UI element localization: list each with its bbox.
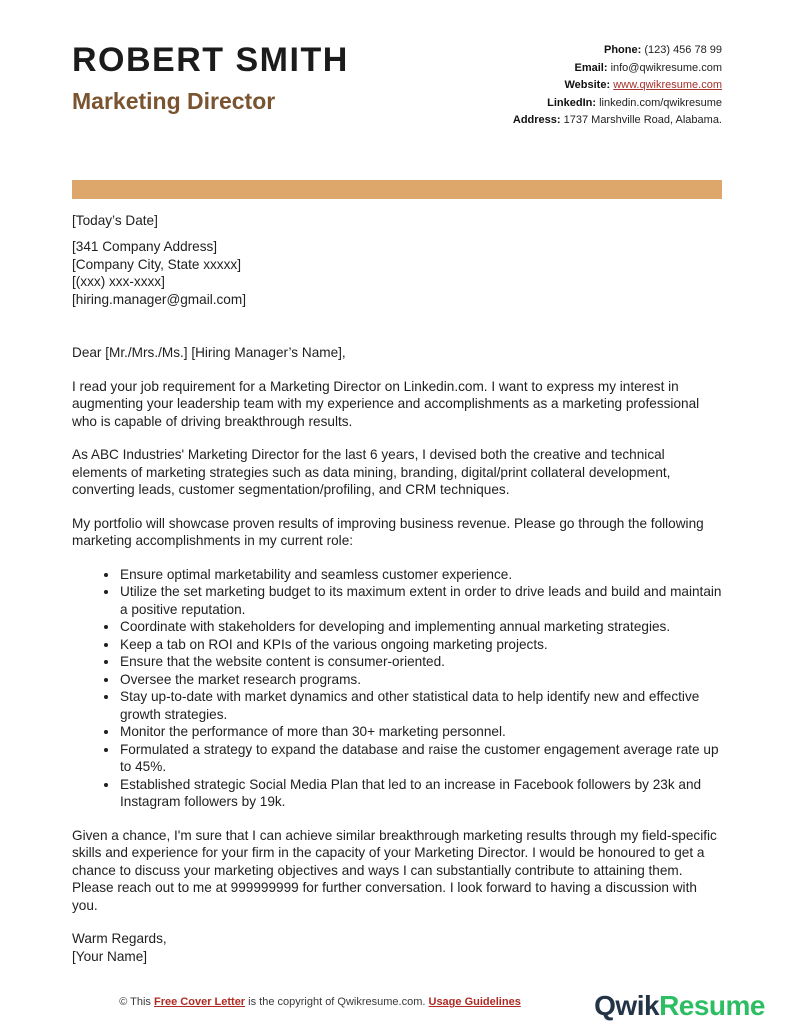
- list-item: • Ensure optimal marketability and seamless customer experience.: [119, 566, 722, 584]
- contact-info: [513, 40, 722, 130]
- qwikresume-logo: [594, 988, 765, 1024]
- contact-row-email: [513, 60, 722, 78]
- letter-body: [0, 212, 800, 966]
- logo-resume-text: Resume: [659, 990, 765, 1021]
- contact-row-address: [513, 112, 722, 130]
- recipient-address-block: [72, 238, 722, 308]
- copyright-prefix: © This: [119, 996, 154, 1008]
- identity-block: [72, 40, 349, 114]
- logo-qwik-text: Qwik: [594, 990, 660, 1021]
- list-item: • Stay up-to-date with market dynamics and other statistical data to help identify new and effective growth strategies.: [119, 688, 722, 723]
- address-line: [(xxx) xxx-xxxx]: [72, 274, 165, 289]
- list-item: • Ensure that the website content is consumer-oriented.: [119, 653, 722, 671]
- email-value: info@qwikresume.com: [610, 61, 722, 74]
- list-item: • Established strategic Social Media Plan that led to an increase in Facebook followers by 23k and Instagram followers by 19k.: [119, 776, 722, 811]
- list-item: • Oversee the market research programs.: [119, 671, 722, 689]
- address-line: [hiring.manager@gmail.com]: [72, 291, 246, 307]
- email-label: Email:: [574, 61, 608, 74]
- list-item: • Coordinate with stakeholders for developing and implementing annual marketing strategies.: [119, 618, 722, 636]
- paragraph-closing: Given a chance, I'm sure that I can achieve similar breakthrough marketing results through my field-specific skills and experience for your firm in the capacity of your Marketing Director. I would be honoured to get a chance to discuss your marketing objectives and ways I can substantially contribute to attaining them. Please reach out to me at 999999999 for further conversation. I look forward to having a discussion with you.: [72, 827, 717, 913]
- free-cover-letter-link[interactable]: Free Cover Letter: [154, 996, 246, 1008]
- usage-guidelines-link[interactable]: Usage Guidelines: [428, 996, 521, 1008]
- linkedin-value: linkedin.com/qwikresume: [599, 96, 722, 109]
- paragraph-experience: As ABC Industries' Marketing Director for the last 6 years, I devised both the creative and technical elements of marketing strategies such as data mining, branding, digital/print collateral development, converting leads, customer segmentation/profiling, and CRM techniques.: [72, 447, 671, 497]
- address-value: 1737 Marshville Road, Alabama.: [563, 114, 722, 126]
- copyright-line: [0, 996, 640, 1008]
- phone-value: (123) 456 78 99: [644, 44, 722, 56]
- address-line: [341 Company Address]: [72, 239, 218, 254]
- accomplishments-list: [72, 566, 722, 811]
- header: [0, 0, 800, 130]
- list-item: • Formulated a strategy to expand the database and raise the customer engagement average rate up to 45%.: [119, 741, 722, 776]
- person-name: ROBERT SMITH: [72, 41, 349, 79]
- signoff-name: [Your Name]: [72, 948, 148, 964]
- accent-bar: [72, 180, 722, 199]
- paragraph-intro: I read your job requirement for a Marketing Director on Linkedin.com. I want to express my interest in augmenting your leadership team with my experience and accomplishments as a marketing professional who is capable of driving breakthrough results.: [72, 378, 700, 429]
- website-label: Website:: [564, 79, 611, 91]
- list-item: • Utilize the set marketing budget to its maximum extent in order to drive leads and build and maintain a positive reputation.: [119, 583, 722, 618]
- phone-label: Phone:: [603, 44, 642, 56]
- footer: [0, 988, 800, 1030]
- list-item: • Keep a tab on ROI and KPIs of the various ongoing marketing projects.: [119, 636, 722, 654]
- linkedin-label: LinkedIn:: [547, 96, 597, 109]
- address-line: [Company City, State xxxxx]: [72, 256, 241, 272]
- website-link[interactable]: www.qwikresume.com: [613, 79, 722, 91]
- signoff-regards: Warm Regards,: [72, 931, 167, 946]
- list-item: • Monitor the performance of more than 30+ marketing personnel.: [119, 723, 722, 741]
- contact-row-phone: [513, 42, 722, 60]
- paragraph-portfolio: My portfolio will showcase proven results of improving business revenue. Please go through the following marketing accomplishments in my current role:: [72, 515, 704, 548]
- copyright-middle: is the copyright of Qwikresume.com.: [245, 996, 429, 1008]
- salutation: Dear [Mr./Mrs./Ms.] [Hiring Manager’s Name],: [72, 345, 346, 360]
- job-title: Marketing Director: [72, 88, 276, 114]
- contact-row-website: [513, 77, 722, 95]
- signoff-block: [72, 930, 722, 965]
- date-line: [Today’s Date]: [72, 212, 158, 228]
- contact-row-linkedin: [513, 95, 722, 113]
- address-label: Address:: [512, 114, 561, 126]
